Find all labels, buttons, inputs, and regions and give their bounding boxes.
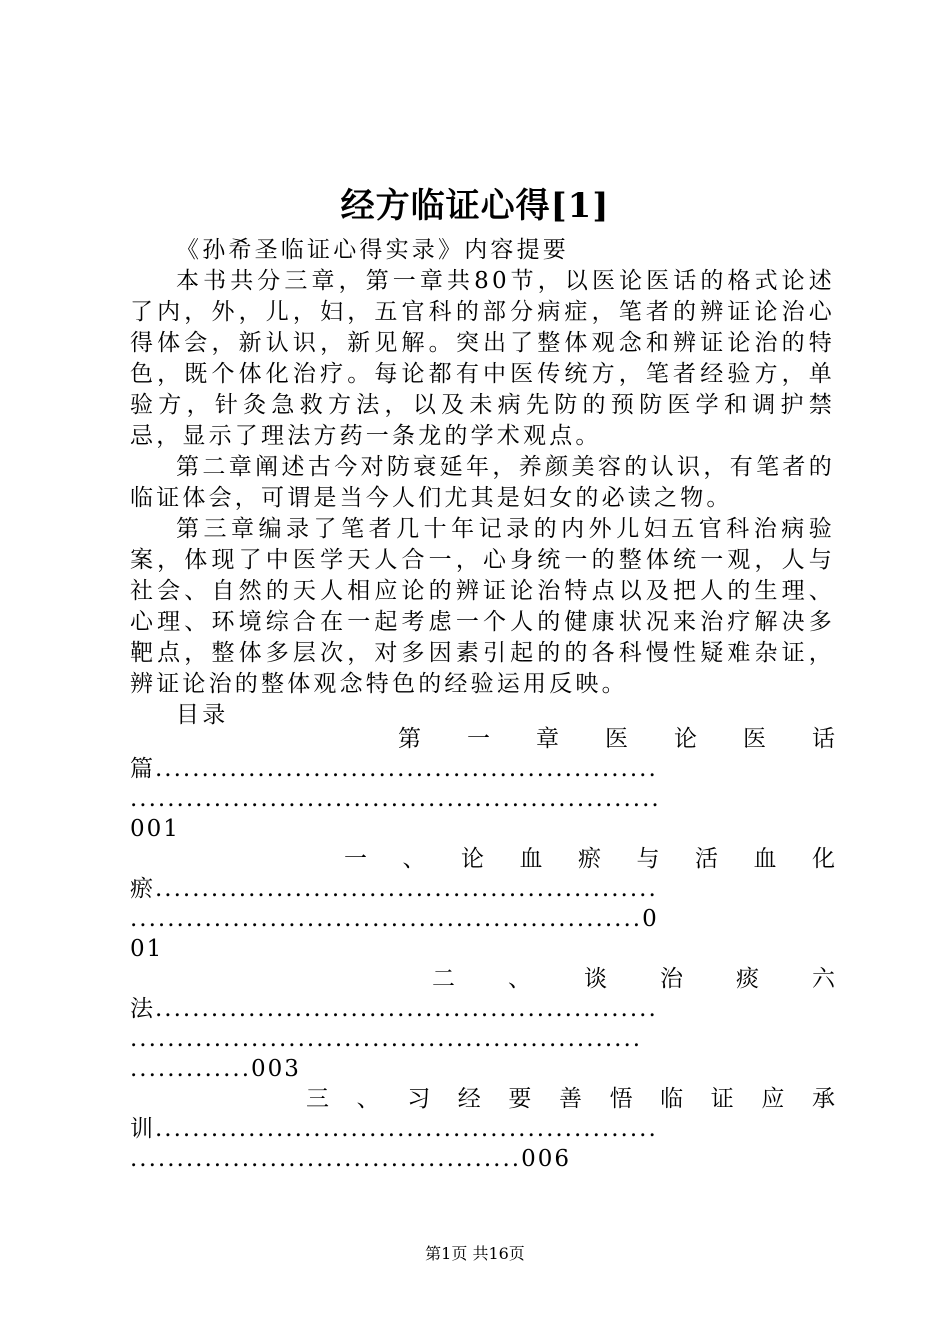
toc-page-number: ..........................................006: [130, 1146, 571, 1172]
toc-char: 临: [660, 1086, 684, 1112]
toc-leader-line: .........................................................: [130, 786, 661, 812]
toc-char: 论: [461, 846, 484, 872]
toc-char: 、: [402, 846, 426, 872]
document-body: [130, 235, 835, 731]
toc-char: 瘀: [578, 846, 601, 872]
toc-label: 目录: [176, 702, 229, 728]
summary-heading: 《孙希圣临证心得实录》内容提要: [176, 237, 569, 263]
toc-char: 医: [743, 726, 766, 752]
toc-entry-heading: [130, 964, 835, 994]
toc-entry-phlegm-methods: [130, 964, 835, 1084]
toc-char: 经: [457, 1086, 481, 1112]
toc-char: 六: [812, 966, 835, 992]
toc-char: 三: [306, 1086, 329, 1112]
toc-char: 、: [356, 1086, 380, 1112]
toc-entry-study-classics: [130, 1084, 835, 1174]
toc-char: 悟: [609, 1086, 633, 1112]
toc-leader-line: .......................................................: [130, 1026, 643, 1052]
toc-char: 治: [660, 966, 683, 992]
toc-page-number: 01: [130, 936, 164, 962]
toc-leader-line: 篇......................................................: [130, 756, 658, 782]
toc-entry-heading: [130, 1084, 835, 1114]
document-title: 经方临证心得[1]: [340, 186, 610, 226]
toc-char: 承: [811, 1086, 835, 1112]
toc-char: 一: [467, 726, 490, 752]
toc-char: 论: [674, 726, 697, 752]
paragraph-chapter-three: 第三章编录了笔者几十年记录的内外儿妇五官科治病验案，体现了中医学天人合一，心身统一的整体统一观，人与社会、自然的天人相应论的辨证论治特点以及把人的生理、心理、环境综合在一起考虑一个人的健康状况来治疗解决多靶点，整体多层次，对多因素引起的的各科慢性疑难杂证，辨证论治的整体观念特色的经验运用反映。: [130, 516, 835, 697]
table-of-contents: [130, 724, 835, 1174]
toc-char: 医: [605, 726, 628, 752]
toc-entry-heading: [130, 724, 835, 754]
toc-char: 谈: [584, 966, 607, 992]
toc-char: 血: [519, 846, 543, 872]
toc-page-number: 001: [130, 816, 180, 842]
toc-leader-line: 训......................................................: [130, 1116, 658, 1142]
toc-char: 第: [398, 726, 421, 752]
toc-char: 化: [812, 846, 835, 872]
paragraph-chapter-two: 第二章阐述古今对防衰延年，养颜美容的认识，有笔者的临证体会，可谓是当今人们尤其是妇女的必读之物。: [130, 454, 835, 511]
toc-entry-chapter-one: [130, 724, 835, 844]
toc-char: 一: [344, 846, 367, 872]
toc-char: 要: [508, 1086, 532, 1112]
toc-char: 习: [407, 1086, 431, 1112]
toc-entry-heading: [130, 844, 835, 874]
toc-page-number: .............003: [130, 1056, 301, 1082]
toc-leader-line: .......................................................0: [130, 906, 659, 932]
paragraph-chapter-one: 本书共分三章，第一章共80节，以医论医话的格式论述了内，外，儿，妇，五官科的部分病症，笔者的辨证论治心得体会，新认识，新见解。突出了整体观念和辨证论治的特色，既个体化治疗。每论都有中医传统方，笔者经验方，单验方，针灸急救方法，以及未病先防的预防医学和调护禁忌，显示了理法方药一条龙的学术观点。: [130, 268, 835, 449]
toc-char: 章: [536, 726, 559, 752]
toc-char: 话: [812, 726, 835, 752]
toc-leader-line: 法......................................................: [130, 996, 658, 1022]
toc-leader-line: 瘀......................................................: [130, 876, 658, 902]
toc-char: 应: [761, 1086, 785, 1112]
toc-char: 证: [710, 1086, 734, 1112]
toc-char: 血: [753, 846, 777, 872]
toc-entry-blood-stasis: [130, 844, 835, 964]
toc-char: 痰: [736, 966, 759, 992]
toc-char: 、: [508, 966, 531, 992]
page-footer: 第1页 共16页: [425, 1244, 525, 1263]
toc-char: 二: [432, 966, 455, 992]
toc-char: 与: [636, 846, 660, 872]
toc-char: 活: [695, 846, 718, 872]
toc-char: 善: [558, 1086, 582, 1112]
